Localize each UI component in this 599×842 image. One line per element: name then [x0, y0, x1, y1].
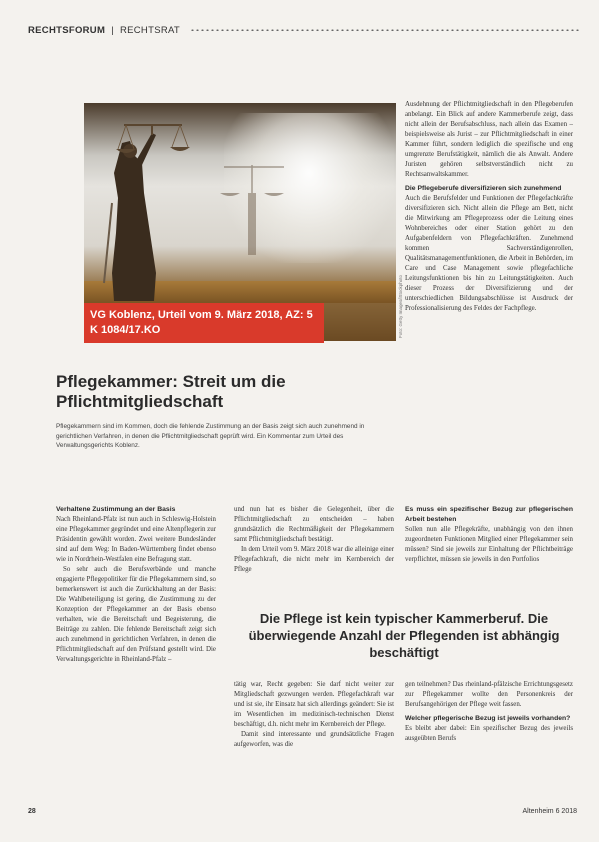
column-middle-low: [234, 680, 394, 750]
paragraph: tätig war, Recht gegeben: Sie darf nicht weiter zur Mitgliedschaft gezwungen werden. Pflegefachkraft war und ist sie, ihr Einsatz hat sich allerdings geändert: Sie ist im Wesentlichen im medizinisch-technischen Dienst beschäftigt, d.h. nicht mehr im Kernbereich der Pflege.: [234, 681, 394, 728]
article-title: Pflegekammer: Streit um die Pflichtmitgliedschaft: [56, 372, 286, 411]
column-right-top: [405, 100, 573, 314]
column-middle: [234, 505, 394, 575]
subheading: Welcher pflegerische Bezug ist jeweils vorhanden?: [405, 715, 571, 722]
page-footer: [28, 808, 577, 822]
section-label: RECHTSFORUM: [28, 24, 106, 36]
paragraph: Ausdehnung der Pflichtmitgliedschaft in den Pflegeberufen anbelangt. Ein Blick auf andere Kammerberufe zeigt, dass nicht allein der Berufsabschluss, nach allein das Examen – beispielsweise als Jurist – zur Pflichtmitgliedschaft in einer Kammer führt, sondern lediglich die spezifische und eng umgrenzte Berufstätigkeit, nämlich die als Anwalt. Andere Juristen gehören selbstverständlich nicht zu Rechtsanwaltskammer.: [405, 101, 573, 178]
subsection-label: RECHTSRAT: [119, 24, 181, 36]
paragraph: gen teilnehmen? Das rheinland-pfälzische Errichtungsgesetz zur Pflegekammer wollte den Personenkreis der Berufsangehörigen der Pflege weit fassen.: [405, 681, 573, 708]
pull-quote: Die Pflege ist kein typischer Kammerberuf. Die überwiegende Anzahl der Pflegenden ist abhängig beschäftigt: [248, 611, 560, 660]
paragraph: In dem Urteil vom 9. März 2018 war die alleinige einer Pflegefachkraft, die nicht mehr im Kernbereich der Pflege: [234, 546, 394, 573]
subheading: Verhaltene Zustimmung an der Basis: [56, 506, 176, 513]
paragraph: So sehr auch die Berufsverbände und manche engagierte Pflegepolitiker für die Pflegekammern sind, so bemerkenswert ist auch die Zurückhaltung an der Basis: Die Wahlbeteiligung ist gering, die Zustimmung zu der Konzeption der Pflegekammer an der Basis ebenso verhalten, wie die Bereitschaft und Begeisterung, die Beiträge zu zahlen. Die fehlende Bereitschaft zeigt sich auch zunehmend in gerichtlichen Verfahren, in denen die Pflichtmitgliedschaft auf den Prüfstand gestellt wird. Die Verwaltungsgerichte in Rheinland-Pfalz –: [56, 566, 216, 663]
paragraph: Nach Rheinland-Pfalz ist nun auch in Schleswig-Holstein eine Pflegekammer gegründet und eine Altenpflegerin zur Präsidentin gewählt worden. Zwei weitere Bundesländer sind auf dem Weg: In Baden-Württemberg findet ebenso wie in Nordrhein-Westfalen eine Befragung statt.: [56, 516, 216, 563]
paragraph: Es bleibt aber dabei: Ein spezifischer Bezug des jeweils ausgeübten Berufs: [405, 725, 573, 742]
paragraph: Damit sind interessante und grundsätzliche Fragen aufgeworfen, was die: [234, 731, 394, 748]
subheading: Die Pflegeberufe diversifizieren sich zunehmend: [405, 185, 562, 192]
page-number: 28: [28, 808, 36, 815]
paragraph: und nun hat es bisher die Gelegenheit, über die Pflichtmitgliedschaft zu entscheiden – haben grundsätzlich die Rechtmäßigkeit der Pflegekammern samt Pflichtmitgliedschaft bestätigt.: [234, 506, 394, 543]
column-right-low: [405, 680, 573, 744]
column-right-middle: [405, 505, 573, 565]
section-separator: |: [111, 24, 114, 36]
paragraph: Auch die Berufsfelder und Funktionen der Pflegefachkräfte diversifizieren sich. Nicht allein die Pflege am Bett, nicht die Mitwirkung am Pflegeprozess oder die Leitung eines Wohnbereiches oder einer Station gehört zu den Aufgabenfeldern von Pflegefachkräften. Zunehmend kommen Sachverständigenrollen, Qualitätsmanagementfunktionen, die Arbeit in Behörden, im Care und Case Management sowie pflegefachliche Leitungsfunktionen bis hin zu Leitungstätigkeiten. Auch dieser Prozess der Diversifizierung und der unterschiedlichen Bildungsabschlüsse ist Ausdruck der Professionalisierung des Feldes der Fachpflege.: [405, 195, 573, 312]
paragraph: Sollen nun alle Pflegekräfte, unabhängig von den ihnen zugeordneten Funktionen Mitglied einer Pflegekammer sein müssen? Sind sie jeweils zur Einhaltung der Pflichtbeiträge verpflichtet, müssen sie jeweils in den Portfolios: [405, 526, 573, 563]
header-dotted-rule: [190, 29, 579, 31]
verdict-caption: VG Koblenz, Urteil vom 9. März 2018, AZ: 5 K 1084/17.KO: [84, 303, 324, 343]
issue-label: Altenheim 6 2018: [522, 808, 577, 815]
section-header: [28, 22, 579, 38]
article-lead: Pflegekammern sind im Kommen, doch die fehlende Zustimmung an der Basis zeigt sich auch zunehmend in gerichtlichen Verfahren, in denen die Pflichtmitgliedschaft geprüft wird. Ein Kommentar zum Urteil des Verwaltungsgerichts Koblenz.: [56, 423, 365, 449]
subheading: Es muss ein spezifischer Bezug zur pflegerischen Arbeit bestehen: [405, 506, 573, 523]
photo-credit: Foto: Getty Images/iStockphoto: [398, 274, 403, 338]
column-left: [56, 505, 216, 665]
